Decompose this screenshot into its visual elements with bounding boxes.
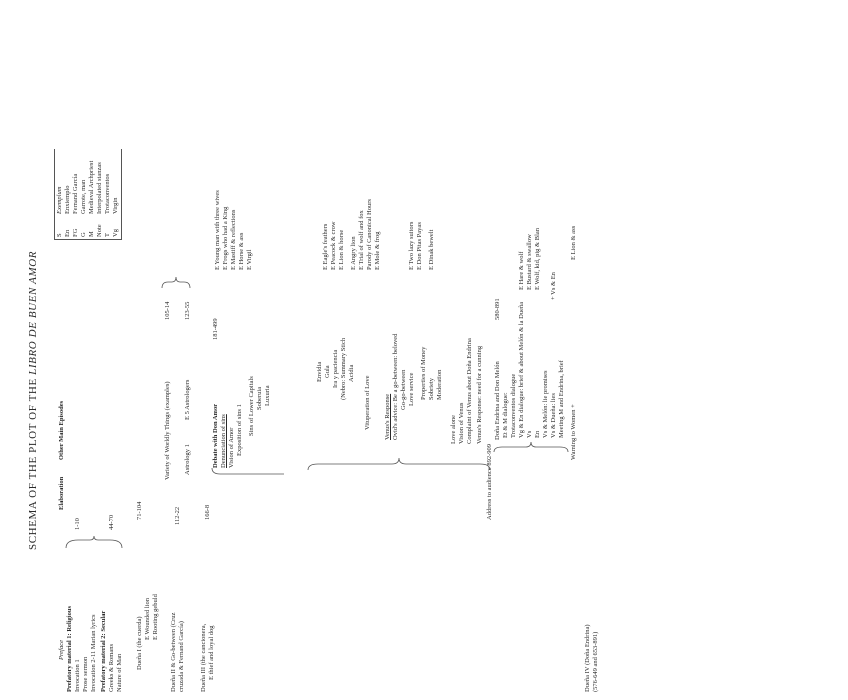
legend-name: Enxiemplo (64, 184, 71, 214)
vituperation: Vituperation of Love (364, 375, 371, 430)
amor-label: (Nebro: Summary Stich (340, 337, 347, 400)
legend-code: S (56, 232, 63, 237)
duena-4-item: Vs & Dueña: lies (550, 392, 557, 438)
document-title (27, 250, 39, 550)
prefatory-1: Prefatory material 1: Religious (66, 605, 73, 692)
audience-address: Address to audience 892-909 (486, 443, 493, 520)
exemplum-right: E Mastiff & reflections (230, 209, 237, 270)
legend-code: FG (72, 228, 79, 237)
duena-4-item: Meeting M and Endrina, brief (558, 359, 565, 438)
legend-code: G (80, 231, 87, 237)
duena-4-label: Dueña IV (Doña Endrina) (584, 623, 591, 692)
lion-ass: E Lion & ass (570, 225, 577, 260)
duena-4-brace (492, 440, 570, 454)
title-main: SCHEMA OF THE PLOT OF THE (27, 377, 39, 550)
prefatory-2-range: 44-70 (108, 514, 115, 530)
duena-1-label: Dueña I (the cuerda) (136, 615, 143, 670)
debate-brace (210, 466, 290, 478)
love-alone: Love alone (450, 414, 457, 444)
debate-title: Debate with Don Amor (212, 403, 219, 468)
debate-sub: Vision of Amor (228, 427, 235, 468)
legend-name: Garrote, man (80, 179, 87, 214)
dona-endrina-range: 580-891 (494, 297, 501, 320)
duena-4-exemplum: E Wolf, kid, pig & Blan (534, 227, 541, 290)
prefatory-1-item: Invocation 2-11 Marian lyrics (90, 613, 97, 692)
duena-4-ranges: (576-649 and 653-891) (592, 631, 599, 692)
duena-1-exemplum: E Rooting gebuld (152, 593, 159, 640)
money: Properties of Money (420, 346, 427, 400)
variety-brace (160, 274, 192, 290)
debate-sin: Luxuria (264, 384, 271, 406)
venus-response: Venus's Response (384, 393, 391, 440)
exemplum-right: E Peacock & crow (330, 220, 337, 270)
legend-code: Note (96, 223, 103, 237)
exemplum-right: E Frogs who had a King (222, 206, 229, 270)
exemplum-right: E Horse & ass (238, 232, 245, 270)
exemplum-right: E Young man with three wives (214, 189, 221, 270)
variety-range: 105-14 (164, 301, 171, 320)
duena-4-item: En (534, 430, 541, 438)
prefatory-1-range: 1-10 (74, 517, 81, 530)
legend-name: Fernand García (72, 173, 79, 214)
amor-label: Acidia (348, 364, 355, 382)
amor-label: Envidia (316, 361, 323, 382)
astrology-range: 123-55 (184, 301, 191, 320)
vision-venus: Vision of Venus (458, 402, 465, 444)
debate-sin: Sins of Lower Capitals (248, 375, 255, 436)
exemplum-right: E Virgil (246, 249, 253, 270)
debate-range: 181-499 (212, 317, 219, 340)
dona-endrina: Doña Endrina and Don Melón (494, 360, 501, 440)
legend-code: T (104, 232, 111, 237)
warning-women: Warning to Women + (570, 403, 577, 460)
love-service: Love service (408, 372, 415, 406)
duena-2-label: Dueña II & Go-between (Cruz (170, 612, 177, 692)
legend-name: Trotaconventos (104, 173, 111, 214)
duena-4-item: Vs & Melón: lie promises (542, 369, 549, 438)
duena-1-range: 71-104 (136, 501, 143, 520)
debate-sub: Exposition of sins 1 (236, 403, 243, 456)
exemplum-right: Parody of Canonical Hours (366, 198, 373, 270)
duena-3-range: 166-8 (204, 504, 211, 520)
prefatory-1-item: Prose sermon (82, 656, 89, 692)
prefatory-1-item: Invocation 1 (74, 658, 81, 692)
duena-4-item: Trotaconventos dialogue (510, 373, 517, 438)
venus-response-2: Venus's Response: need for a cunning (476, 345, 483, 444)
prefatory-2-item: Greeks & Romans (108, 643, 115, 692)
duena-4-item: Vg & En dialogue: brief & about Melón & la Dueña (518, 301, 525, 438)
header-preface: Preface (58, 639, 65, 660)
amor-brace (304, 456, 494, 472)
header-elaboration: Elaboration (58, 476, 65, 510)
exemplum-right: E Don Pitas Payas (416, 221, 423, 270)
prefatory-2-item: Nature of Man (116, 653, 123, 692)
duena-2-label-2: cruzada & Fernand García) (178, 620, 185, 692)
legend-code: En (64, 229, 71, 237)
astrology-detail: E 5 Astrologers (184, 379, 191, 420)
debate-sin: Soberuia (256, 386, 263, 410)
sobriety: Sobriety (428, 377, 435, 400)
exemplum-right: E Two lazy suitors (408, 221, 415, 270)
moderation: Moderation (436, 369, 443, 400)
exemplum-right: E Lion & horse (338, 229, 345, 270)
amor-label: Gula (324, 364, 331, 378)
variety-label: Variety of Worldly Things (examples) (164, 380, 171, 480)
vs-en: + Vs & En (550, 271, 557, 300)
rotated-sheet (24, 140, 824, 700)
debate-sub: Denunciation of sins (220, 413, 227, 468)
legend-code: Vg (112, 228, 119, 237)
duena-1-exemplum: E Wounded lion (144, 597, 151, 640)
legend-name: Interpolated stanzas (96, 161, 103, 214)
legend-name: Exemplum (56, 186, 63, 214)
exemplum-right: E Eagle's feathers (322, 223, 329, 270)
exemplum-right: E Angry lion (350, 235, 357, 270)
ovid-advice: Ovid's advice: Be a go-between: beloved (392, 333, 399, 440)
go-between: Go-go-between (400, 369, 407, 410)
legend-name: Virgin (112, 197, 119, 214)
duena-4-exemplum: E Bustard & swallow (526, 233, 533, 290)
exemplum-right: E Trial of wolf and fox (358, 209, 365, 270)
prefatory-2: Prefatory material 2: Secular (100, 610, 107, 692)
preface-brace (64, 534, 124, 550)
duena-2-range: 112-22 (174, 506, 181, 525)
exemplum-right: E Mole & frog (374, 231, 381, 270)
duena-4-item: Vs (526, 430, 533, 438)
exemplum-right: E Dinak bewelt (428, 229, 435, 270)
astrology-label: Astrology 1 (184, 443, 191, 475)
complaint-venus: Complaint of Venus about Doña Endrina (466, 337, 473, 444)
amor-label: Ira y paciencia (332, 349, 339, 388)
legend-name: Medieval Archpriest (88, 160, 95, 214)
header-other: Other Main Episodes (58, 400, 65, 460)
duena-3-label-2: E thief and loyal dog (208, 624, 215, 680)
duena-4-exemplum: E Hare & wolf (518, 251, 525, 290)
title-book: LIBRO DE BUEN AMOR (27, 250, 39, 375)
duena-4-item: Et & M dialogue: (502, 391, 509, 438)
legend-code: M (88, 230, 95, 237)
duena-3-label: Dueña III (the cancionera, (200, 623, 207, 692)
